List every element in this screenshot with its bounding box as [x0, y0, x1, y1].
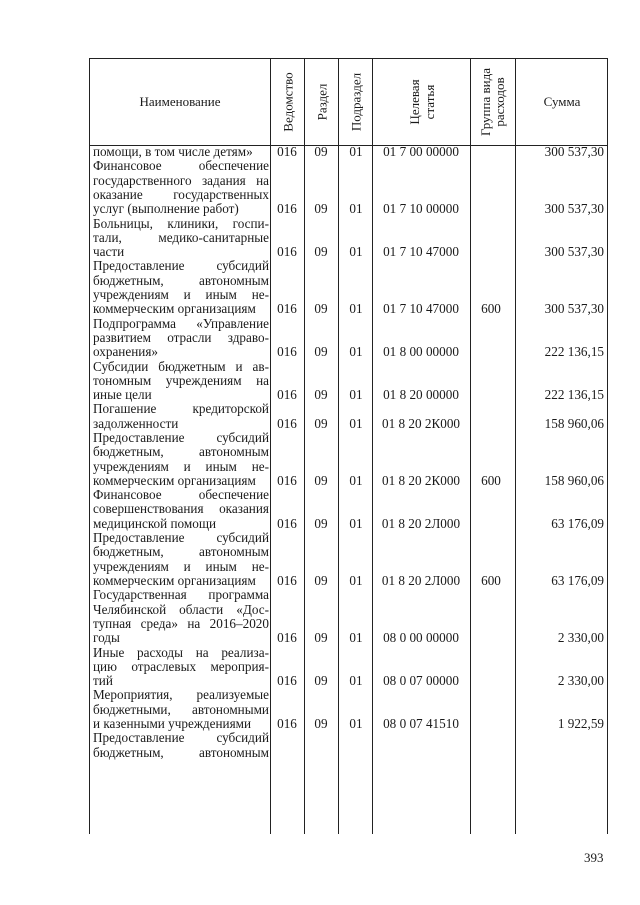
row-name-line: Финансовое обеспечение: [93, 487, 269, 503]
row-razdel: 09: [314, 201, 328, 217]
row-razdel: 09: [314, 515, 328, 531]
table-row: [90, 317, 607, 360]
row-name-line: бюджетными, автономными: [93, 701, 269, 717]
row-celevaya-statya: 01 7 00 00000: [383, 144, 459, 159]
row-name: [93, 531, 269, 588]
table-row: [90, 688, 607, 731]
row-podrazdel: 01: [349, 201, 363, 217]
row-gruppa: 600: [481, 301, 501, 317]
row-razdel: 09: [314, 630, 328, 646]
header-gruppa-line1: Группа вида: [478, 68, 493, 136]
row-name-line: медицинской помощи: [93, 515, 217, 531]
row-name-line: Подпрограмма «Управление: [93, 315, 269, 331]
row-name-line: государственного задания на: [93, 172, 269, 188]
row-podrazdel: 01: [349, 144, 363, 159]
row-summa: 300 537,30: [544, 301, 604, 317]
row-vedomstvo: 016: [277, 415, 297, 431]
row-razdel: 09: [314, 387, 328, 403]
header-gruppa: [479, 68, 507, 136]
row-name-line: бюджетным, автономным: [93, 744, 269, 760]
row-gruppa: 600: [481, 472, 501, 488]
row-vedomstvo: 016: [277, 387, 297, 403]
row-name-line: Предоставление субсидий: [93, 530, 269, 546]
row-name: [93, 360, 269, 403]
row-name: [93, 317, 269, 360]
row-name-line: Предоставление субсидий: [93, 730, 269, 746]
row-name-line: тономным учреждениям на: [93, 372, 269, 388]
row-name-line: совершенствования оказания: [93, 501, 269, 517]
row-celevaya-statya: 01 7 10 00000: [383, 201, 459, 217]
row-name-line: Финансовое обеспечение: [93, 158, 269, 174]
row-summa: 1 922,59: [557, 715, 604, 731]
row-name-line: тупная среда» на 2016–2020: [93, 615, 269, 631]
row-name-line: задолженности: [93, 415, 179, 431]
header-gruppa-line2: расходов: [492, 77, 507, 127]
row-celevaya-statya: 08 0 07 41510: [383, 715, 459, 731]
table-row: [90, 259, 607, 316]
row-name-line: бюджетным, автономным: [93, 272, 269, 288]
row-name-line: Предоставление субсидий: [93, 430, 269, 445]
header-vedomstvo-cell: [270, 59, 304, 145]
row-name-line: Государственная программа: [93, 587, 269, 603]
row-name: [93, 731, 269, 760]
row-summa: 300 537,30: [544, 201, 604, 217]
row-name-line: учреждениям и иным не-: [93, 286, 269, 302]
row-vedomstvo: 016: [277, 144, 297, 159]
row-summa: 63 176,09: [551, 515, 604, 531]
row-celevaya-statya: 01 8 20 2Л000: [381, 572, 461, 588]
table-row: [90, 488, 607, 531]
row-name-line: бюджетным, автономным: [93, 444, 269, 460]
row-name: [93, 159, 269, 216]
row-name-line: коммерческим организациям: [93, 301, 256, 317]
header-name-cell: [90, 59, 270, 145]
header-gruppa-cell: [470, 59, 515, 145]
row-name: [93, 646, 269, 689]
row-summa: 2 330,00: [557, 673, 604, 689]
row-vedomstvo: 016: [277, 472, 297, 488]
budget-table: [89, 58, 608, 834]
row-name-line: цию отраслевых мероприя-: [93, 658, 269, 674]
row-vedomstvo: 016: [277, 572, 297, 588]
row-celevaya-statya: 01 7 10 47000: [383, 301, 459, 317]
row-razdel: 09: [314, 344, 328, 360]
row-name-line: учреждениям и иным не-: [93, 558, 269, 574]
row-vedomstvo: 016: [277, 301, 297, 317]
row-name-line: охранения»: [93, 344, 158, 360]
row-podrazdel: 01: [349, 387, 363, 403]
table-row: [90, 402, 607, 431]
row-razdel: 09: [314, 472, 328, 488]
table-row: [90, 360, 607, 403]
row-name-line: учреждениям и иным не-: [93, 458, 269, 474]
row-name-line: части: [93, 244, 125, 260]
row-name: [93, 588, 269, 645]
row-celevaya-statya: 08 0 00 00000: [383, 630, 459, 646]
row-name-line: Больницы, клиники, госпи-: [93, 215, 269, 231]
row-summa: 158 960,06: [544, 472, 604, 488]
row-name-line: годы: [93, 630, 120, 646]
row-name-line: и казенными учреждениями: [93, 715, 252, 731]
row-name-line: тий: [93, 673, 113, 689]
header-razdel: Раздел: [314, 83, 329, 121]
header-summa-cell: [515, 59, 607, 145]
table-row: [90, 217, 607, 260]
row-razdel: 09: [314, 673, 328, 689]
row-celevaya-statya: 01 7 10 47000: [383, 244, 459, 260]
table-header: [90, 58, 607, 146]
row-gruppa: 600: [481, 572, 501, 588]
row-name: [93, 431, 269, 488]
row-podrazdel: 01: [349, 301, 363, 317]
row-razdel: 09: [314, 715, 328, 731]
row-vedomstvo: 016: [277, 244, 297, 260]
row-podrazdel: 01: [349, 344, 363, 360]
row-razdel: 09: [314, 415, 328, 431]
header-vedomstvo: Ведомство: [280, 72, 295, 132]
row-name: [93, 688, 269, 731]
row-podrazdel: 01: [349, 515, 363, 531]
row-name-line: Погашение кредиторской: [93, 401, 269, 417]
row-vedomstvo: 016: [277, 630, 297, 646]
table-row: [90, 145, 607, 159]
row-vedomstvo: 016: [277, 515, 297, 531]
row-name-line: иные цели: [93, 387, 152, 403]
row-name: [93, 402, 269, 431]
row-celevaya-statya: 01 8 20 2К000: [381, 472, 461, 488]
row-summa: 300 537,30: [544, 144, 604, 159]
row-celevaya-statya: 01 8 20 00000: [383, 387, 459, 403]
table-row: [90, 731, 607, 760]
row-celevaya-statya: 08 0 07 00000: [383, 673, 459, 689]
header-podrazdel: Подраздел: [348, 72, 363, 132]
row-summa: 222 136,15: [544, 344, 604, 360]
row-name-line: бюджетным, автономным: [93, 544, 269, 560]
header-celevaya-line2: статья: [421, 84, 437, 120]
header-name: Наименование: [139, 94, 221, 109]
row-vedomstvo: 016: [277, 673, 297, 689]
row-name-line: Мероприятия, реализуемые: [93, 687, 269, 703]
row-name: [93, 217, 269, 260]
row-celevaya-statya: 01 8 20 2Л000: [381, 515, 461, 531]
row-name-line: Субсидии бюджетным и ав-: [93, 358, 269, 374]
row-podrazdel: 01: [349, 715, 363, 731]
row-summa: 63 176,09: [551, 572, 604, 588]
row-razdel: 09: [314, 244, 328, 260]
header-celevaya: [407, 79, 437, 124]
table-row: [90, 431, 607, 488]
row-name-line: коммерческим организациям: [93, 472, 256, 488]
row-name-line: помощи, в том числе детям»: [93, 144, 253, 159]
header-celevaya-line1: Целевая: [406, 79, 422, 125]
row-name: [93, 488, 269, 531]
row-vedomstvo: 016: [277, 715, 297, 731]
table-row: [90, 646, 607, 689]
row-razdel: 09: [314, 572, 328, 588]
row-podrazdel: 01: [349, 244, 363, 260]
row-name: [93, 259, 269, 316]
row-name-line: Предоставление субсидий: [93, 258, 269, 274]
row-celevaya-statya: 01 8 00 00000: [383, 344, 459, 360]
row-name-line: оказание государственных: [93, 186, 269, 202]
row-vedomstvo: 016: [277, 344, 297, 360]
row-summa: 2 330,00: [557, 630, 604, 646]
row-razdel: 09: [314, 144, 328, 159]
row-summa: 300 537,30: [544, 244, 604, 260]
table-row: [90, 531, 607, 588]
row-name-line: услуг (выполнение работ): [93, 201, 239, 217]
table-row: [90, 588, 607, 645]
row-razdel: 09: [314, 301, 328, 317]
row-podrazdel: 01: [349, 572, 363, 588]
page-number: 393: [584, 850, 604, 865]
header-celevaya-cell: [372, 59, 470, 145]
row-celevaya-statya: 01 8 20 2К000: [381, 415, 461, 431]
row-vedomstvo: 016: [277, 201, 297, 217]
row-name-line: тали, медико-санитарные: [93, 229, 269, 245]
row-summa: 158 960,06: [544, 415, 604, 431]
row-name-line: коммерческим организациям: [93, 572, 256, 588]
row-podrazdel: 01: [349, 415, 363, 431]
row-name-line: Челябинской области «Дос-: [93, 601, 269, 617]
header-razdel-cell: [304, 59, 338, 145]
row-podrazdel: 01: [349, 673, 363, 689]
row-name: [93, 145, 269, 159]
row-summa: 222 136,15: [544, 387, 604, 403]
row-podrazdel: 01: [349, 472, 363, 488]
header-summa: Сумма: [543, 94, 581, 109]
header-podrazdel-cell: [338, 59, 372, 145]
row-name-line: Иные расходы на реализа-: [93, 644, 269, 660]
row-podrazdel: 01: [349, 630, 363, 646]
table-row: [90, 159, 607, 216]
row-name-line: развитием отрасли здраво-: [93, 329, 269, 345]
